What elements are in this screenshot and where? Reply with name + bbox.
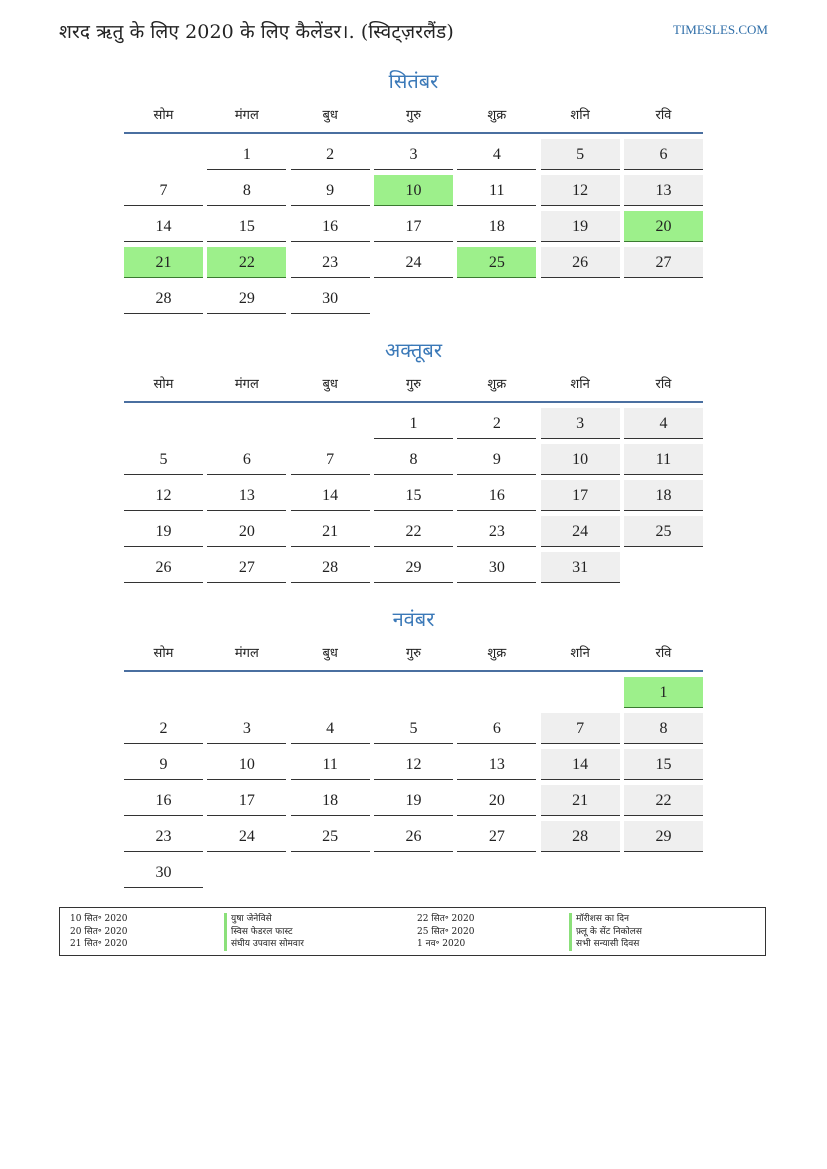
day-cell[interactable]: 12	[541, 175, 620, 206]
day-cell[interactable]: 5	[124, 444, 203, 475]
day-cell[interactable]: 8	[374, 444, 453, 475]
month-calendar	[124, 604, 703, 892]
day-cell[interactable]: 25	[457, 247, 536, 278]
day-cell[interactable]: 9	[124, 749, 203, 780]
weekday-label: सोम	[153, 646, 174, 661]
day-cell[interactable]: 25	[624, 516, 703, 547]
site-link[interactable]: TIMESLES.COM	[673, 22, 768, 37]
empty-day-cell	[374, 857, 453, 888]
day-cell[interactable]: 16	[124, 785, 203, 816]
weekday-label: बुध	[322, 108, 338, 123]
day-cell[interactable]: 12	[124, 480, 203, 511]
weekday-label: गुरु	[405, 108, 422, 123]
day-cell[interactable]: 25	[291, 821, 370, 852]
legend-dates-right	[417, 913, 474, 951]
day-cell[interactable]: 18	[457, 211, 536, 242]
legend-date: 10 सित॰ 2020	[70, 914, 128, 924]
weekday-label: रवि	[655, 377, 672, 392]
empty-day-cell	[457, 857, 536, 888]
day-cell[interactable]: 17	[374, 211, 453, 242]
day-cell[interactable]: 30	[124, 857, 203, 888]
day-cell[interactable]: 4	[624, 408, 703, 439]
week-row	[124, 282, 703, 318]
day-cell[interactable]: 19	[374, 785, 453, 816]
weekday-label: गुरु	[405, 646, 422, 661]
day-cell[interactable]: 9	[457, 444, 536, 475]
empty-day-cell	[124, 408, 203, 439]
day-cell[interactable]: 19	[124, 516, 203, 547]
legend-date: 20 सित॰ 2020	[70, 926, 128, 937]
weekday-label: बुध	[322, 646, 338, 661]
day-cell[interactable]: 24	[541, 516, 620, 547]
day-cell[interactable]: 10	[374, 175, 453, 206]
week-row	[124, 407, 703, 443]
empty-day-cell	[291, 677, 370, 708]
header-divider	[124, 132, 703, 134]
day-cell[interactable]: 12	[374, 749, 453, 780]
day-cell[interactable]: 6	[624, 139, 703, 170]
legend-names-left	[224, 913, 304, 951]
day-cell[interactable]: 14	[291, 480, 370, 511]
weekday-label: शनि	[570, 108, 590, 123]
day-cell[interactable]: 29	[374, 552, 453, 583]
day-cell[interactable]: 13	[457, 749, 536, 780]
week-row	[124, 820, 703, 856]
day-cell[interactable]: 17	[541, 480, 620, 511]
day-cell[interactable]: 3	[207, 713, 286, 744]
day-cell[interactable]: 14	[124, 211, 203, 242]
header-divider	[124, 670, 703, 672]
day-cell[interactable]: 20	[624, 211, 703, 242]
empty-day-cell	[541, 857, 620, 888]
day-cell[interactable]: 31	[541, 552, 620, 583]
week-row	[124, 515, 703, 551]
day-cell[interactable]: 13	[207, 480, 286, 511]
day-cell[interactable]: 30	[457, 552, 536, 583]
week-row	[124, 748, 703, 784]
day-cell[interactable]: 9	[291, 175, 370, 206]
legend-date: 21 सित॰ 2020	[70, 939, 128, 949]
holiday-legend	[59, 907, 766, 956]
day-cell[interactable]: 22	[207, 247, 286, 278]
weekday-label: शुक्र	[487, 646, 507, 661]
week-row	[124, 676, 703, 712]
day-cell[interactable]: 28	[541, 821, 620, 852]
day-cell[interactable]: 29	[207, 283, 286, 314]
weekday-label: शनि	[570, 377, 590, 392]
legend-date: 25 सित॰ 2020	[417, 926, 475, 937]
month-calendar	[124, 335, 703, 587]
legend-date: 1 नव॰ 2020	[417, 939, 466, 949]
day-cell[interactable]: 7	[124, 175, 203, 206]
day-cell[interactable]: 21	[291, 516, 370, 547]
weekday-label: शुक्र	[487, 377, 507, 392]
empty-day-cell	[291, 408, 370, 439]
month-title: सितंबर	[388, 69, 439, 93]
empty-day-cell	[207, 677, 286, 708]
day-cell[interactable]: 17	[207, 785, 286, 816]
day-cell[interactable]: 18	[624, 480, 703, 511]
page-title: शरद ऋतु के लिए 2020 के लिए कैलेंडर।. (स्विट्ज़रलैंड)	[59, 21, 454, 43]
week-row	[124, 210, 703, 246]
day-cell[interactable]: 7	[541, 713, 620, 744]
legend-dates-left	[70, 913, 127, 951]
empty-day-cell	[374, 283, 453, 314]
day-cell[interactable]: 23	[291, 247, 370, 278]
day-cell[interactable]: 15	[624, 749, 703, 780]
day-cell[interactable]: 3	[374, 139, 453, 170]
weekday-label: बुध	[322, 377, 338, 392]
day-cell[interactable]: 16	[457, 480, 536, 511]
empty-day-cell	[457, 283, 536, 314]
empty-day-cell	[624, 552, 703, 583]
weekday-label: मंगल	[234, 377, 259, 392]
day-cell[interactable]: 10	[541, 444, 620, 475]
day-cell[interactable]: 11	[457, 175, 536, 206]
day-cell[interactable]: 22	[374, 516, 453, 547]
weekday-label: रवि	[655, 108, 672, 123]
day-cell[interactable]: 19	[541, 211, 620, 242]
empty-day-cell	[207, 857, 286, 888]
day-cell[interactable]: 2	[457, 408, 536, 439]
empty-day-cell	[541, 677, 620, 708]
weekday-label: रवि	[655, 646, 672, 661]
empty-day-cell	[207, 408, 286, 439]
empty-day-cell	[541, 283, 620, 314]
day-cell[interactable]: 27	[457, 821, 536, 852]
day-cell[interactable]: 26	[541, 247, 620, 278]
week-row	[124, 479, 703, 515]
month-title: नवंबर	[392, 607, 435, 631]
day-cell[interactable]: 2	[124, 713, 203, 744]
day-cell[interactable]: 21	[541, 785, 620, 816]
day-cell[interactable]: 4	[457, 139, 536, 170]
day-cell[interactable]: 1	[207, 139, 286, 170]
day-cell[interactable]: 26	[124, 552, 203, 583]
day-cell[interactable]: 8	[207, 175, 286, 206]
week-row	[124, 138, 703, 174]
weekday-label: गुरु	[405, 377, 422, 392]
legend-holiday-name: फ़्लू के सेंट निकोलस	[569, 926, 642, 939]
day-cell[interactable]: 14	[541, 749, 620, 780]
day-cell[interactable]: 29	[624, 821, 703, 852]
day-cell[interactable]: 21	[124, 247, 203, 278]
weekday-header	[124, 371, 703, 399]
day-cell[interactable]: 1	[624, 677, 703, 708]
day-cell[interactable]: 23	[457, 516, 536, 547]
day-cell[interactable]: 11	[624, 444, 703, 475]
week-row	[124, 246, 703, 282]
day-cell[interactable]: 6	[457, 713, 536, 744]
legend-holiday-name: स्विस फेडरल फास्ट	[224, 926, 304, 939]
day-cell[interactable]: 15	[207, 211, 286, 242]
header-divider	[124, 401, 703, 403]
day-cell[interactable]: 16	[291, 211, 370, 242]
day-cell[interactable]: 1	[374, 408, 453, 439]
day-cell[interactable]: 2	[291, 139, 370, 170]
day-cell[interactable]: 5	[541, 139, 620, 170]
day-cell[interactable]: 28	[291, 552, 370, 583]
month-title: अक्तूबर	[385, 338, 442, 362]
empty-day-cell	[291, 857, 370, 888]
day-cell[interactable]: 30	[291, 283, 370, 314]
legend-holiday-name: मॉरीशस का दिन	[569, 913, 642, 926]
day-cell[interactable]: 15	[374, 480, 453, 511]
weekday-header	[124, 102, 703, 130]
day-cell[interactable]: 10	[207, 749, 286, 780]
day-cell[interactable]: 4	[291, 713, 370, 744]
day-cell[interactable]: 3	[541, 408, 620, 439]
empty-day-cell	[124, 139, 203, 170]
legend-holiday-name: संघीय उपवास सोमवार	[224, 938, 304, 951]
day-cell[interactable]: 24	[207, 821, 286, 852]
weekday-label: मंगल	[234, 108, 259, 123]
day-cell[interactable]: 26	[374, 821, 453, 852]
day-cell[interactable]: 28	[124, 283, 203, 314]
empty-day-cell	[374, 677, 453, 708]
week-row	[124, 784, 703, 820]
legend-names-right	[569, 913, 642, 951]
day-cell[interactable]: 20	[457, 785, 536, 816]
weekday-label: शुक्र	[487, 108, 507, 123]
empty-day-cell	[624, 857, 703, 888]
week-row	[124, 551, 703, 587]
day-cell[interactable]: 8	[624, 713, 703, 744]
legend-date: 22 सित॰ 2020	[417, 914, 475, 924]
week-row	[124, 443, 703, 479]
weekday-label: सोम	[153, 108, 174, 123]
day-cell[interactable]: 18	[291, 785, 370, 816]
empty-day-cell	[624, 283, 703, 314]
day-cell[interactable]: 11	[291, 749, 370, 780]
empty-day-cell	[124, 677, 203, 708]
weekday-label: सोम	[153, 377, 174, 392]
day-cell[interactable]: 5	[374, 713, 453, 744]
day-cell[interactable]: 6	[207, 444, 286, 475]
weekday-label: शनि	[570, 646, 590, 661]
day-cell[interactable]: 22	[624, 785, 703, 816]
week-row	[124, 712, 703, 748]
weekday-header	[124, 640, 703, 668]
day-cell[interactable]: 20	[207, 516, 286, 547]
empty-day-cell	[457, 677, 536, 708]
month-calendar	[124, 66, 703, 318]
legend-holiday-name: सभी सन्यासी दिवस	[569, 938, 642, 951]
weekday-label: मंगल	[234, 646, 259, 661]
week-row	[124, 174, 703, 210]
day-cell[interactable]: 23	[124, 821, 203, 852]
week-row	[124, 856, 703, 892]
day-cell[interactable]: 24	[374, 247, 453, 278]
day-cell[interactable]: 7	[291, 444, 370, 475]
day-cell[interactable]: 13	[624, 175, 703, 206]
legend-holiday-name: युषा जेनेविसे	[224, 913, 304, 926]
day-cell[interactable]: 27	[624, 247, 703, 278]
day-cell[interactable]: 27	[207, 552, 286, 583]
